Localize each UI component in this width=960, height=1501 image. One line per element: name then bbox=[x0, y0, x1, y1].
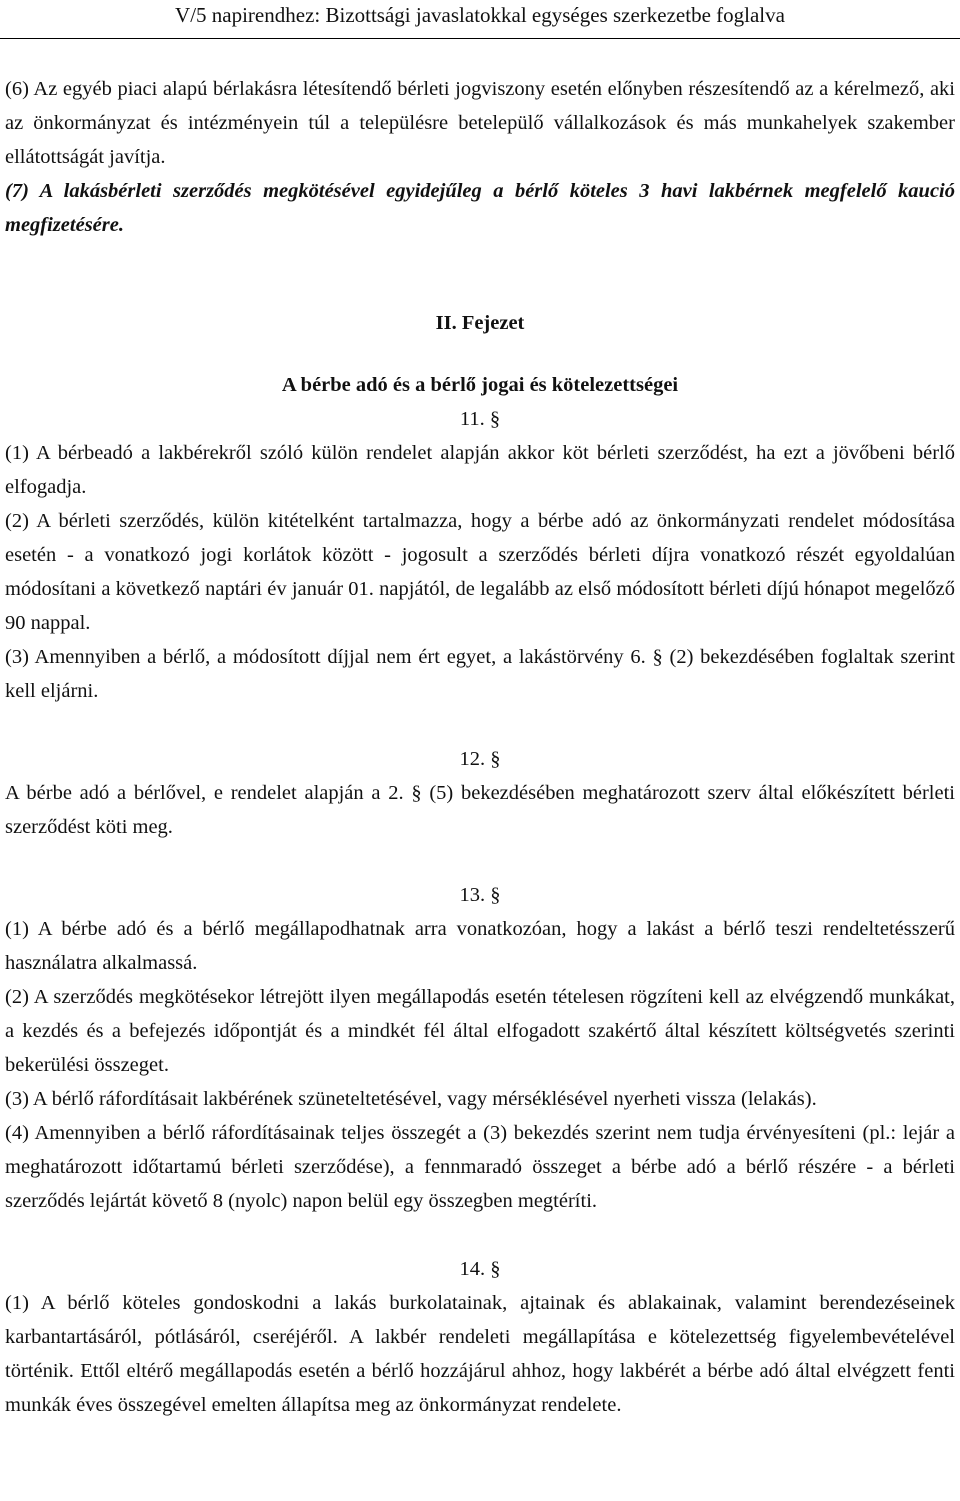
spacer bbox=[5, 844, 955, 878]
document-body bbox=[5, 72, 955, 1422]
chapter-label: II. Fejezet bbox=[435, 312, 525, 334]
section-13-paragraph-3: (3) A bérlő ráfordításait lakbérének szüneteltetésével, vagy mérséklésével nyerheti vissza (lelakás). bbox=[5, 1088, 817, 1110]
section-14-heading: 14. § bbox=[459, 1258, 501, 1280]
spacer bbox=[5, 708, 955, 742]
paragraph-6: (6) Az egyéb piaci alapú bérlakásra létesítendő bérleti jogviszony esetén előnyben részesítendő az a kérelmező, aki az önkormányzat és intézményein túl a településre betelepülő vállalkozások és más munkahelyek szakember ellátottságát javítja. bbox=[5, 78, 955, 168]
spacer bbox=[5, 1218, 955, 1252]
section-11-heading: 11. § bbox=[459, 408, 501, 430]
section-14-paragraph-1: (1) A bérlő köteles gondoskodni a lakás burkolatainak, ajtainak és ablakainak, valamint berendezéseinek karbantartásáról, pótlásáról, cseréjéről. A lakbér rendeleti megállapítása e kötelezettség figyelembevételével történik. Ettől eltérő megállapodás esetén a bérlő hozzájárul ahhoz, hogy lakbérét a bérbe adó által elvégzett fenti munkák éves összegével emelten állapítsa meg az önkormányzat rendelete. bbox=[5, 1292, 955, 1416]
header-divider bbox=[0, 38, 960, 39]
section-13-paragraph-1: (1) A bérbe adó és a bérlő megállapodhatnak arra vonatkozóan, hogy a lakást a bérlő teszi rendeltetésszerű használatra alkalmassá. bbox=[5, 918, 955, 974]
page-header: V/5 napirendhez: Bizottsági javaslatokkal egységes szerkezetbe foglalva bbox=[175, 3, 785, 27]
section-11-paragraph-2: (2) A bérleti szerződés, külön kitételként tartalmazza, hogy a bérbe adó az önkormányzati rendelet módosítása esetén - a vonatkozó jogi korlátok között - jogosult a szerződés bérleti díjra vonatkozó részét egyoldalúan módosítani a következő naptári év január 01. napjától, de legalább az első módosított bérleti díjú hónapot megelőző 90 nappal. bbox=[5, 510, 955, 634]
paragraph-7: (7) A lakásbérleti szerződés megkötésével egyidejűleg a bérlő köteles 3 havi lakbérnek megfelelő kaució megfizetésére. bbox=[5, 180, 955, 236]
section-11-paragraph-3: (3) Amennyiben a bérlő, a módosított díjjal nem ért egyet, a lakástörvény 6. § (2) bekezdésében foglaltak szerint kell eljárni. bbox=[5, 646, 955, 702]
chapter-title: A bérbe adó és a bérlő jogai és kötelezettségei bbox=[281, 374, 679, 396]
section-12-paragraph-1: A bérbe adó a bérlővel, e rendelet alapján a 2. § (5) bekezdésében meghatározott szerv által előkészített bérleti szerződést köti meg. bbox=[5, 782, 955, 838]
section-13-paragraph-4: (4) Amennyiben a bérlő ráfordításainak teljes összegét a (3) bekezdés szerint nem tudja érvényesíteni (pl.: lejár a meghatározott időtartamú bérleti szerződése), a fennmaradó összeget a bérbe adó a bérlő részére - a bérleti szerződés lejártát követő 8 (nyolc) napon belül egy összegben megtéríti. bbox=[5, 1122, 955, 1212]
section-13-paragraph-2: (2) A szerződés megkötésekor létrejött ilyen megállapodás esetén tételesen rögzíteni kell az elvégzendő munkákat, a kezdés és a befejezés időpontját és a mindkét fél által elfogadott szakértő által készített költségvetés szerinti bekerülési összeget. bbox=[5, 986, 955, 1076]
section-13-heading: 13. § bbox=[459, 884, 501, 906]
section-11-paragraph-1: (1) A bérbeadó a lakbérekről szóló külön rendelet alapján akkor köt bérleti szerződést, ha ezt a jövőbeni bérlő elfogadja. bbox=[5, 442, 955, 498]
section-12-heading: 12. § bbox=[459, 748, 501, 770]
